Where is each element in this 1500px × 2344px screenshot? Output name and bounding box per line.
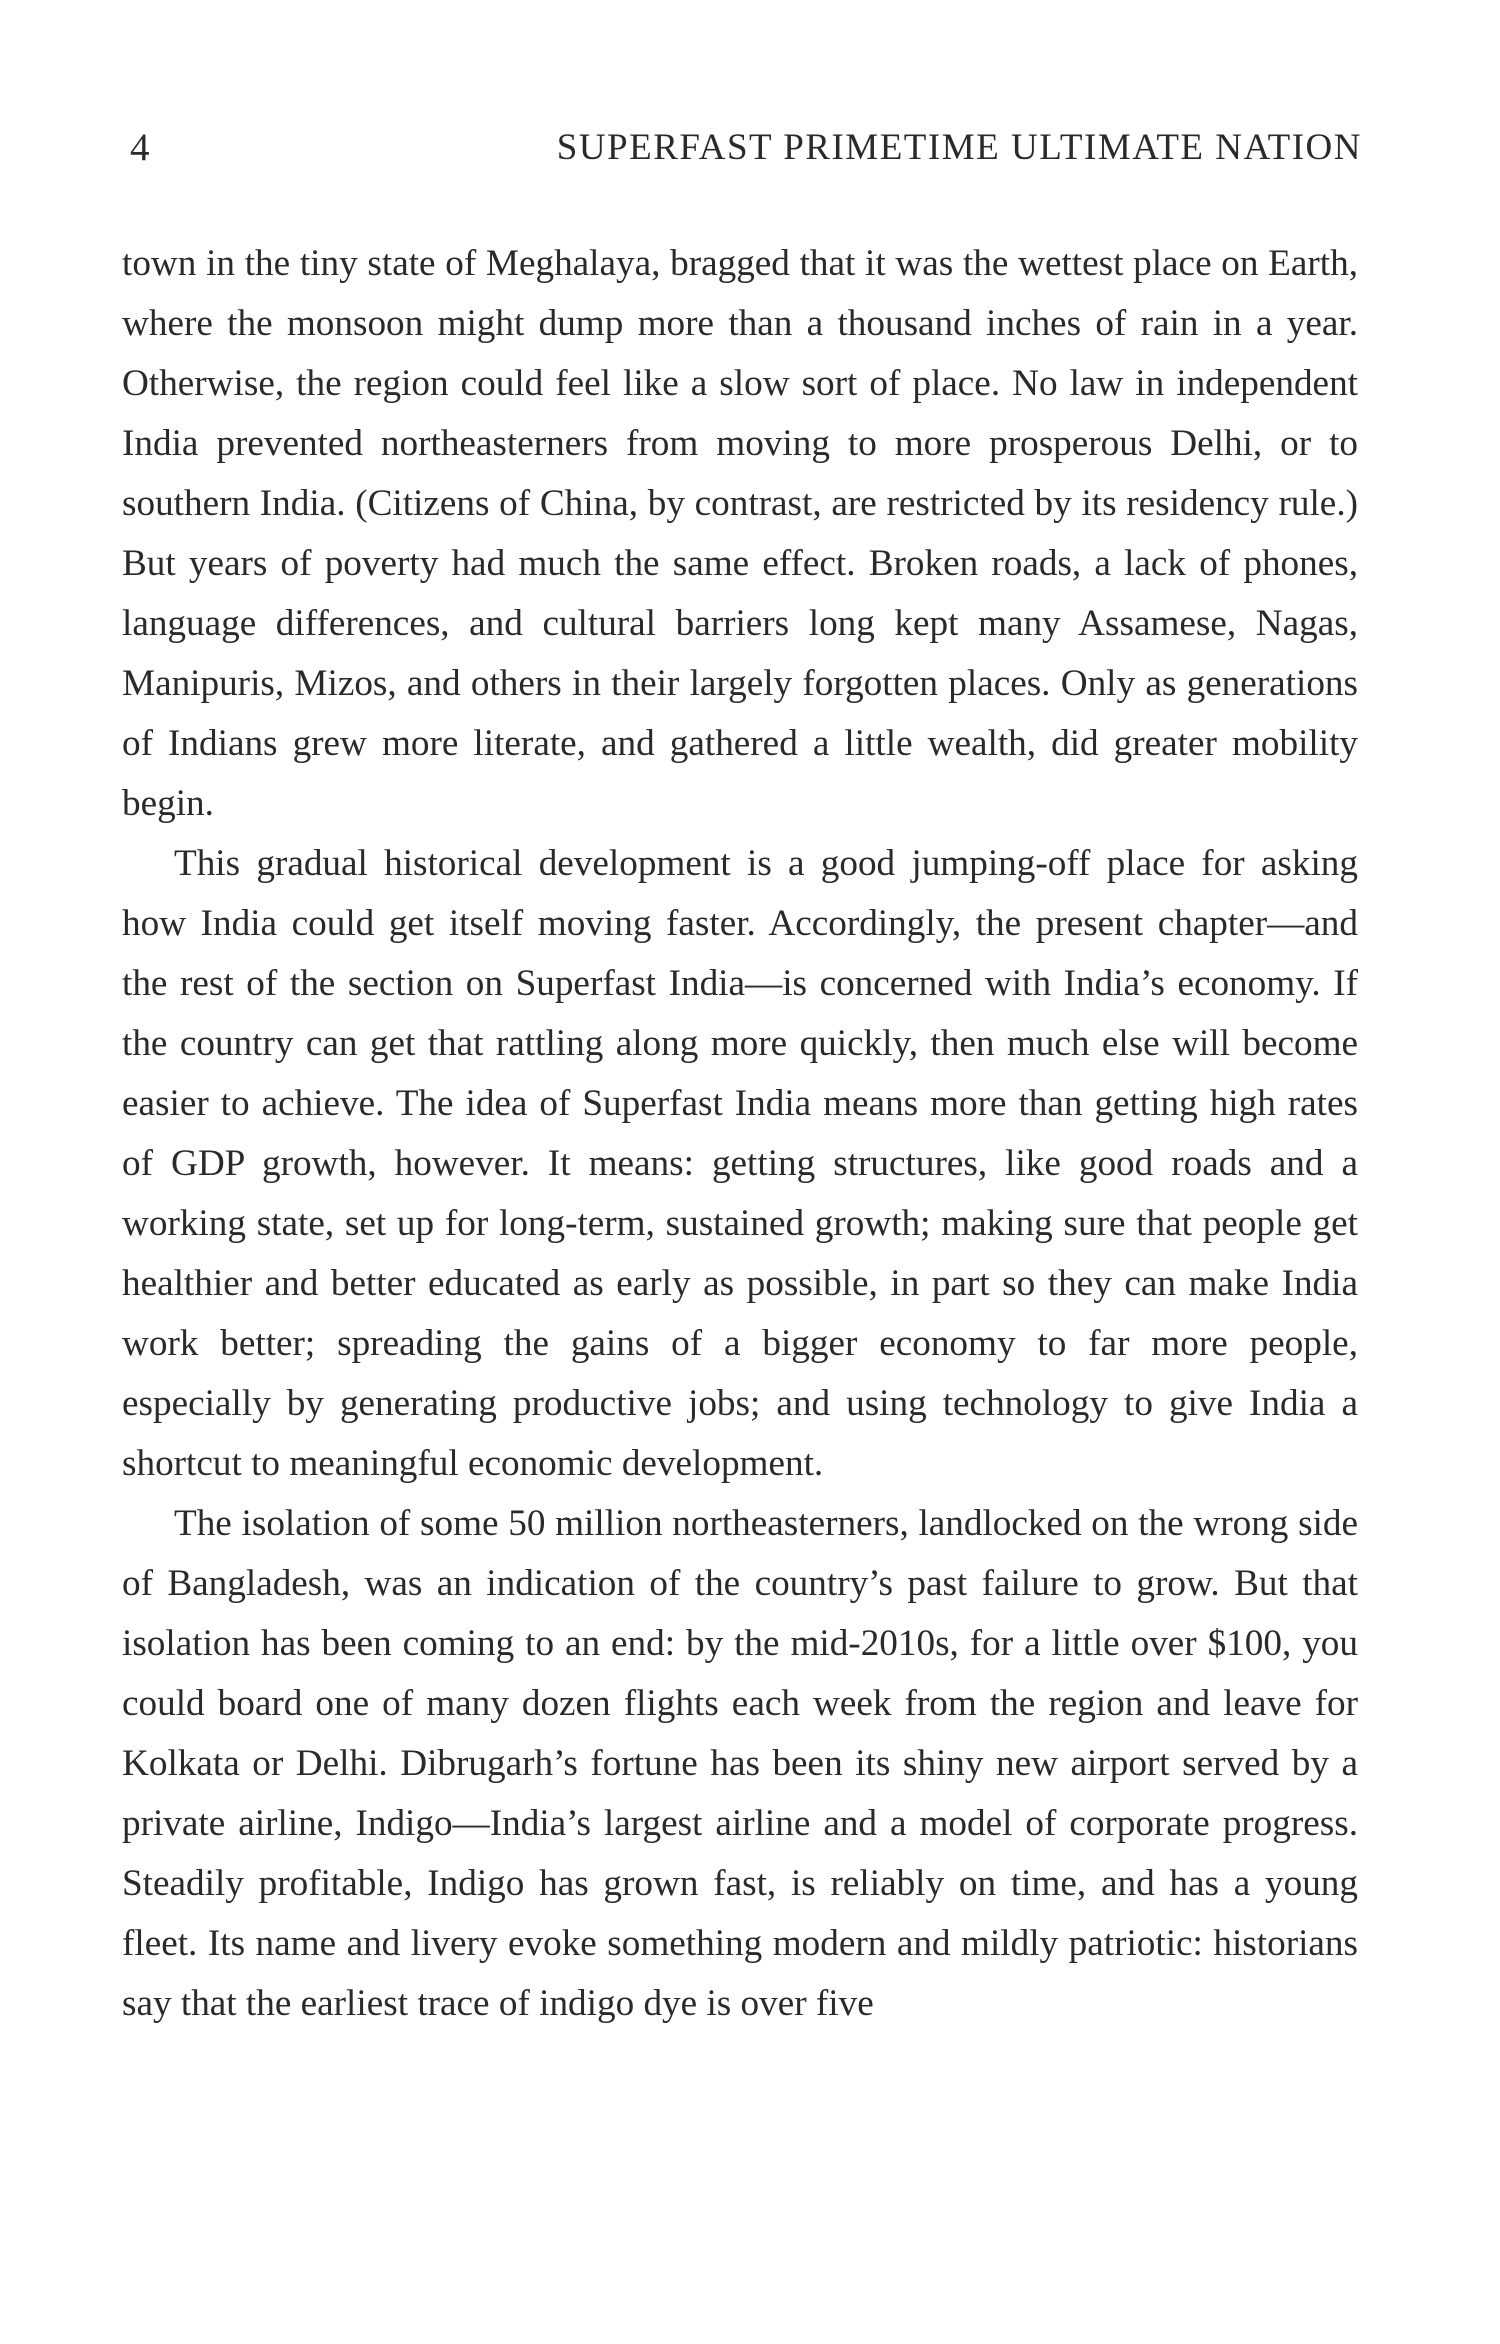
paragraph-2: This gradual historical development is a good jumping-off place for asking how India could get itself moving faster. Accordingly, the present chapter—and the rest of the section on Superfast India—is concerned with India’s economy. If the country can get that rattling along more quickly, then much else will become easier to achieve. The idea of Superfast India means more than getting high rates of GDP growth, however. It means: getting structures, like good roads and a working state, set up for long-term, sustained growth; making sure that people get healthier and better educated as early as possible, in part so they can make India work better; spreading the gains of a bigger economy to far more people, especially by generating productive jobs; and using technology to give India a shortcut to meaningful economic development. <box>122 843 1358 1484</box>
running-header <box>122 118 1362 178</box>
paragraph-3: The isolation of some 50 million northeasterners, landlocked on the wrong side of Bangladesh, was an indication of the country’s past failure to grow. But that isolation has been coming to an end: by the mid-2010s, for a little over $100, you could board one of many dozen flights each week from the region and leave for Kolkata or Delhi. Dibrugarh’s fortune has been its shiny new airport served by a private airline, Indigo—India’s largest airline and a model of corporate progress. Steadily profitable, Indigo has grown fast, is reliably on time, and has a young fleet. Its name and livery evoke something modern and mildly patriotic: historians say that the earliest trace of indigo dye is over five <box>122 1503 1358 2024</box>
body-text <box>122 234 1358 2034</box>
paragraph-1: town in the tiny state of Meghalaya, bragged that it was the wettest place on Earth, where the monsoon might dump more than a thousand inches of rain in a year. Otherwise, the region could feel like a slow sort of place. No law in independent India prevented northeasterners from moving to more prosperous Delhi, or to southern India. (Citizens of China, by contrast, are restricted by its residency rule.) But years of poverty had much the same effect. Broken roads, a lack of phones, language differences, and cultural barriers long kept many Assamese, Nagas, Manipuris, Mizos, and others in their largely forgotten places. Only as generations of Indians grew more literate, and gathered a little wealth, did greater mobility begin. <box>122 243 1358 824</box>
running-title: SUPERFAST PRIMETIME ULTIMATE NATION <box>556 127 1362 168</box>
page-number: 4 <box>130 126 150 169</box>
